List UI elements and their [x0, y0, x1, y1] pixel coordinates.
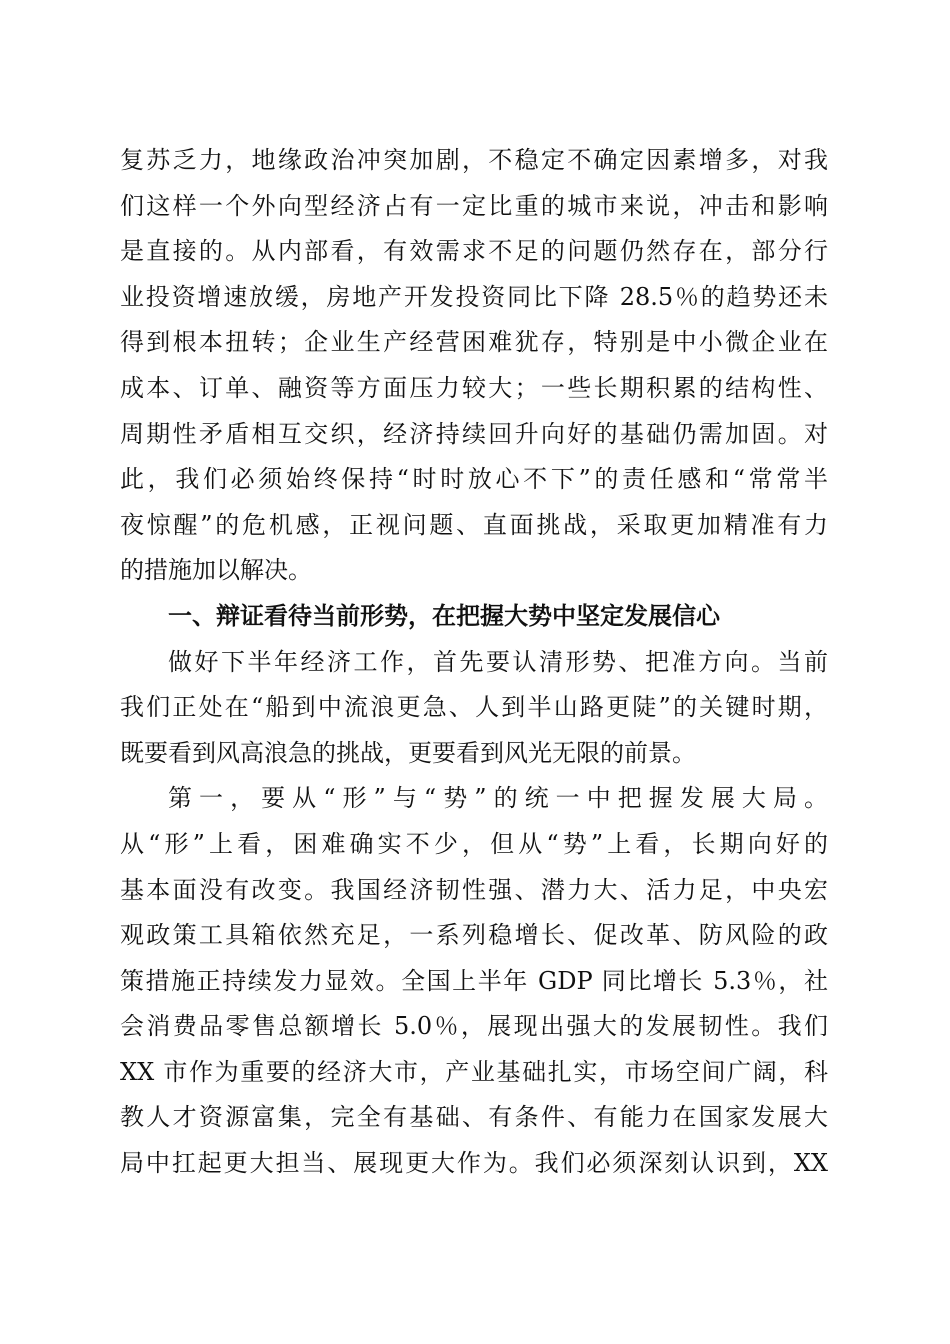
text-line: 基本面没有改变。我国经济韧性强、潜力大、活力足，中央宏 [120, 875, 828, 904]
text-line: 业投资增速放缓，房地产开发投资同比下降 28.5％的趋势还未 [120, 282, 828, 311]
text-line: 得到根本扭转；企业生产经营困难犹存，特别是中小微企业在 [120, 328, 828, 357]
section-heading: 一、辩证看待当前形势，在把握大势中坚定发展信心 [168, 601, 720, 630]
text-line: 局中扛起更大担当、展现更大作为。我们必须深刻认识到，XX [120, 1149, 828, 1178]
text-line: 成本、订单、融资等方面压力较大；一些长期积累的结构性、 [120, 373, 828, 402]
text-line: 是直接的。从内部看，有效需求不足的问题仍然存在，部分行 [120, 237, 828, 266]
text-line: 会消费品零售总额增长 5.0％，展现出强大的发展韧性。我们 [120, 1012, 828, 1041]
text-line: 从“形”上看，困难确实不少，但从“势”上看，长期向好的 [120, 829, 828, 858]
text-line: 的措施加以解决。 [120, 556, 312, 585]
text-line: 复苏乏力，地缘政治冲突加剧，不稳定不确定因素增多，对我 [120, 146, 828, 174]
text-line: 我们正处在“船到中流浪更急、人到半山路更陡”的关键时期， [120, 693, 828, 722]
text-line: 做好下半年经济工作，首先要认清形势、把准方向。当前 [168, 647, 828, 676]
text-line: 既要看到风高浪急的挑战，更要看到风光无限的前景。 [120, 738, 696, 767]
text-line: 策措施正持续发力显效。全国上半年 GDP 同比增长 5.3％，社 [120, 966, 828, 995]
text-line: 教人才资源富集，完全有基础、有条件、有能力在国家发展大 [120, 1103, 828, 1132]
text-line: 观政策工具箱依然充足，一系列稳增长、促改革、防风险的政 [120, 921, 828, 950]
paragraph-intro [120, 138, 828, 594]
paragraph-first-point [120, 776, 828, 1186]
text-line: 夜惊醒”的危机感，正视问题、直面挑战，采取更加精准有力 [120, 510, 828, 539]
document-body [120, 138, 828, 1187]
text-line: 们这样一个外向型经济占有一定比重的城市来说，冲击和影响 [120, 191, 828, 220]
text-line: 周期性矛盾相互交织，经济持续回升向好的基础仍需加固。对 [120, 419, 828, 448]
text-line: XX 市作为重要的经济大市，产业基础扎实，市场空间广阔，科 [120, 1057, 828, 1086]
paragraph-situation [120, 640, 828, 777]
text-line: 此，我们必须始终保持“时时放心不下”的责任感和“常常半 [120, 465, 828, 494]
text-line: 第一，要从“形”与“势”的统一中把握发展大局。 [168, 784, 828, 813]
